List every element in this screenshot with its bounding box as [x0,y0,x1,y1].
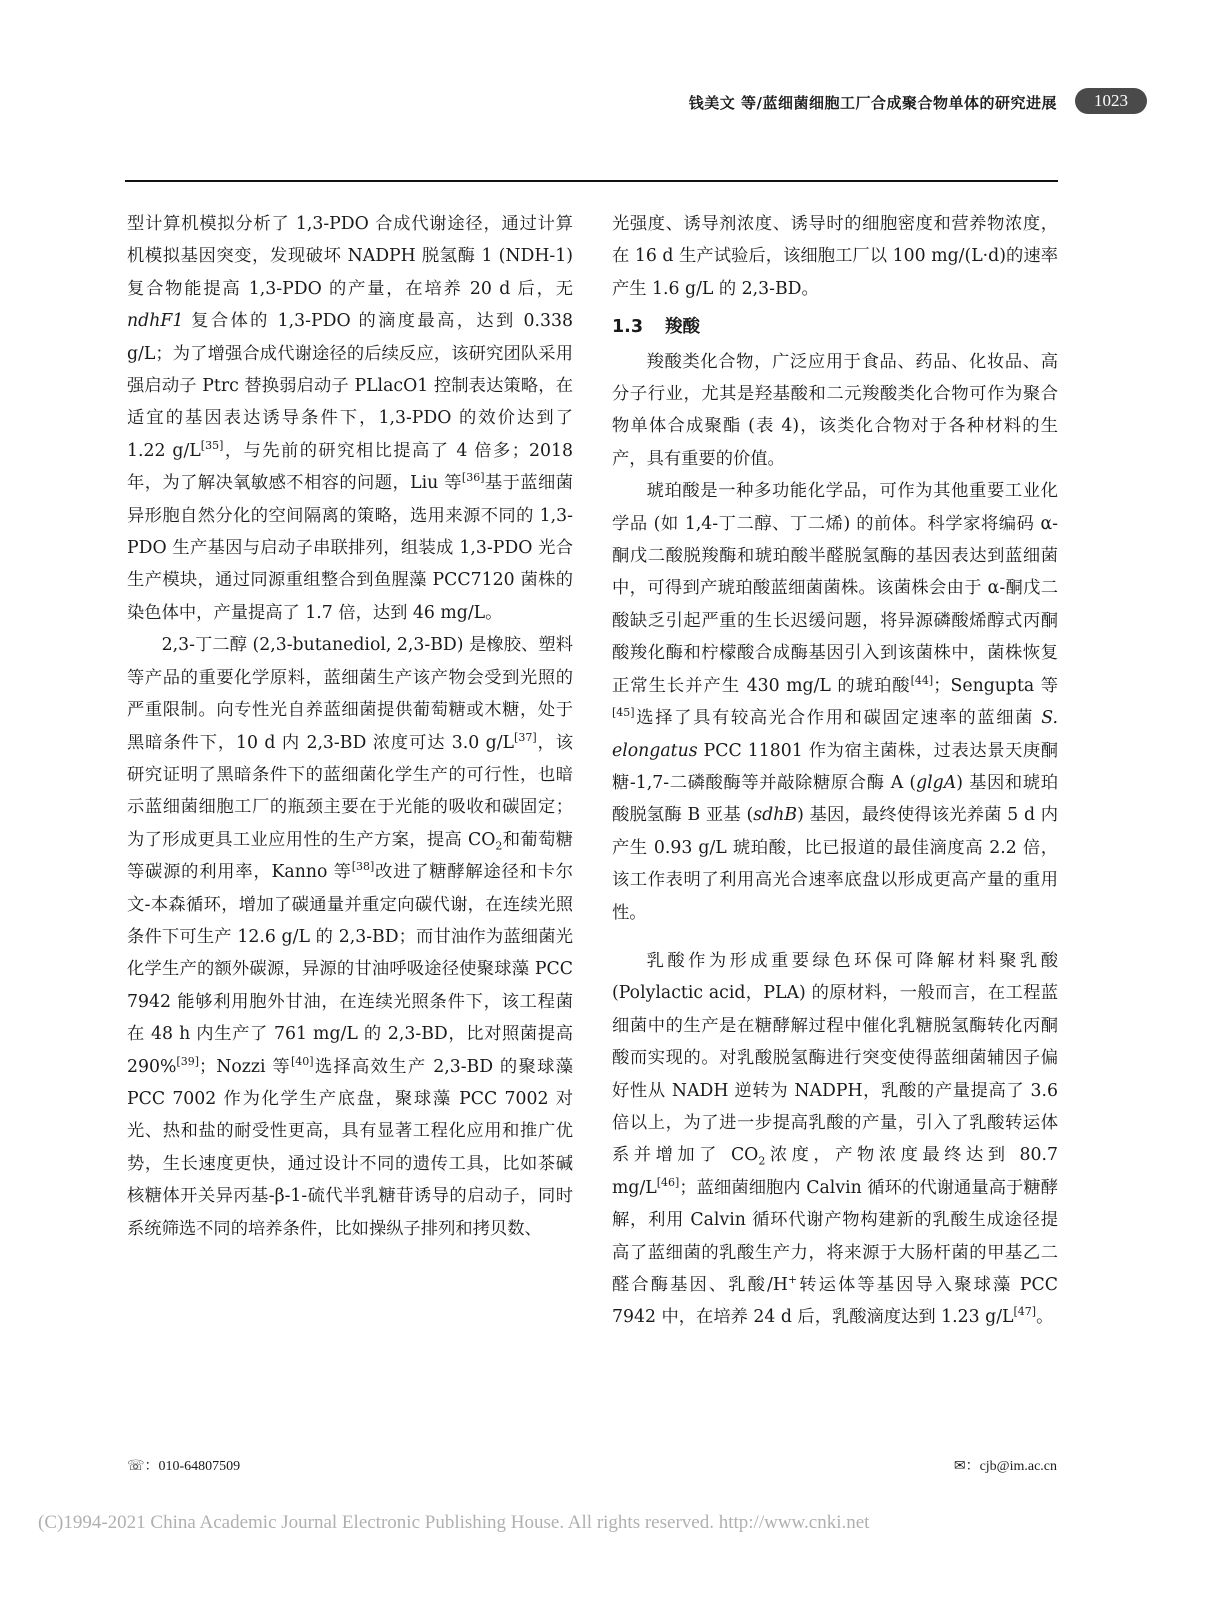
citation[interactable]: [45] [612,706,635,720]
paragraph-23bd: 2,3-丁二醇 (2,3-butanediol, 2,3-BD) 是橡胶、塑料等产品的重要化学原料，蓝细菌生产该产物会受到光照的严重限制。向专性光自养蓝细菌提供葡萄糖或木糖，处于黑暗条件下，10 d 内 2,3-BD 浓度可达 3.0 g/L[37]，该研究证明了黑暗条件下的蓝细菌化学生产的可行性，也暗示蓝细菌细胞工厂的瓶颈主要在于光能的吸收和碳固定；为了形成更具工业应用性的生产方案，提高 $CO_2$和葡萄糖等碳源的利用率，Kanno 等[38]改进了糖酵解途径和卡尔文-本森循环，增加了碳通量并重定向碳代谢，在连续光照条件下可生产 12.6 g/L 的 2,3-BD；而甘油作为蓝细菌光化学生产的额外碳源，异源的甘油呼吸途径使聚球藻 PCC 7942 能够利用胞外甘油，在连续光照条件下，该工程菌在 48 h 内生产了 761 mg/L 的 2,3-BD，比对照菌提高 290%[39]；Nozzi 等[40]选择高效生产 2,3-BD 的聚球藻 PCC 7002 作为化学生产底盘，聚球藻 PCC 7002 对光、热和盐的耐受性更高，具有显著工程化应用和推广优势，生长速度更快，通过设计不同的遗传工具，比如茶碱核糖体开关异丙基-β-1-硫代半乳糖苷诱导的启动子，同时系统筛选不同的培养条件，比如操纵子排列和拷贝数、 [127,635,573,1239]
citation[interactable]: [37] [514,730,537,744]
citation[interactable]: [39] [176,1054,199,1068]
citation[interactable]: [46] [656,1176,680,1190]
citation[interactable]: [36] [461,471,485,485]
header-rule [125,180,1058,182]
right-column [612,208,1058,1334]
page-number-badge: 1023 [1075,88,1147,114]
copyright-watermark: (C)1994-2021 China Academic Journal Electronic Publishing House. All rights reserved. http://www.cnki.net [38,1512,870,1533]
paragraph-lactic-acid: 乳酸作为形成重要绿色环保可降解材料聚乳酸 (Polylactic acid，PLA) 的原材料，一般而言，在工程蓝细菌中的生产是在糖酵解过程中催化乳糖脱氢酶转化丙酮酸而实现的。对乳酸脱氢酶进行突变使得蓝细菌辅因子偏好性从 NADH 逆转为 NADPH，乳酸的产量提高了 3.6 倍以上，为了进一步提高乳酸的产量，引入了乳酸转运体系并增加了 $CO_2$浓度，产物浓度最终达到 80.7 mg/L[46]；蓝细菌细胞内 Calvin 循环的代谢通量高于糖酵解，利用 Calvin 循环代谢产物构建新的乳酸生成途径提高了蓝细菌的乳酸生产力，将来源于大肠杆菌的甲基乙二醛合酶基因、乳酸/H+转运体等基因导入聚球藻 PCC 7942 中，在培养 24 d 后，乳酸滴度达到 1.23 g/L[47]。 [612,950,1058,1328]
citation[interactable]: [47] [1013,1305,1037,1319]
citation[interactable]: [35] [200,439,224,453]
envelope-icon: ✉ [953,1459,966,1474]
citation[interactable]: [38] [351,860,375,874]
section-heading-carboxylic-acid: 1.3 羧酸 [612,317,701,338]
paragraph-13pdo: 型计算机模拟分析了 1,3-PDO 合成代谢途径，通过计算机模拟基因突变，发现破坏 NADPH 脱氢酶 1 (NDH-1) 复合物能提高 1,3-PDO 的产量，在培养 20 d 后，无 ndhF1 复合体的 1,3-PDO 的滴度最高，达到 0.338 g/L；为了增强合成代谢途径的后续反应，该研究团队采用强启动子 Ptrc 替换弱启动子 PLlacO1 控制表达策略，在适宜的基因表达诱导条件下，1,3-PDO 的效价达到了 1.22 g/L[35]，与先前的研究相比提高了 4 倍多；2018 年，为了解决氧敏感不相容的问题，Liu 等[36]基于蓝细菌异形胞自然分化的空间隔离的策略，选用来源不同的 1,3-PDO 生产基因与启动子串联排列，组装成 1,3-PDO 光合生产模块，通过同源重组整合到鱼腥藻 PCC7120 菌株的染色体中，产量提高了 1.7 倍，达到 46 mg/L。 [127,214,573,623]
citation[interactable]: [44] [910,673,934,687]
footer-email: ✉：cjb@im.ac.cn [953,1459,1057,1474]
running-header-title: 钱美文 等/蓝细菌细胞工厂合成聚合物单体的研究进展 [688,94,1057,112]
paragraph-23bd-continued: 光强度、诱导剂浓度、诱导时的细胞密度和营养物浓度，在 16 d 生产试验后，该细胞工厂以 100 mg/(L·d)的速率产生 1.6 g/L 的 2,3-BD。 [612,214,1058,299]
paragraph-succinic-acid: 琥珀酸是一种多功能化学品，可作为其他重要工业化学品 (如 1,4-丁二醇、丁二烯) 的前体。科学家将编码 α-酮戊二酸脱羧酶和琥珀酸半醛脱氢酶的基因表达到蓝细菌中，可得到产琥珀酸蓝细菌菌株。该菌株会由于 α-酮戊二酸缺乏引起严重的生长迟缓问题，将异源磷酸烯醇式丙酮酸羧化酶和柠檬酸合成酶基因引入到该菌株中，菌株恢复正常生长并产生 430 mg/L 的琥珀酸[44]；Sengupta 等[45]选择了具有较高光合作用和碳固定速率的蓝细菌 S. elongatus PCC 11801 作为宿主菌株，过表达景天庚酮糖-1,7-二磷酸酶等并敲除糖原合酶 A (glgA) 基因和琥珀酸脱氢酶 B 亚基 (sdhB) 基因，最终使得该光养菌 5 d 内产生 0.93 g/L 琥珀酸，比已报道的最佳滴度高 2.2 倍，该工作表明了利用高光合速率底盘以形成更高产量的重用性。 [612,481,1059,923]
left-column [127,208,573,1245]
footer-phone: ☏：010-64807509 [127,1459,241,1474]
paragraph-carboxylic-acid-intro: 羧酸类化合物，广泛应用于食品、药品、化妆品、高分子行业，尤其是羟基酸和二元羧酸类化合物可作为聚合物单体合成聚酯 (表 4)，该类化合物对于各种材料的生产，具有重要的价值。 [612,351,1058,469]
phone-icon: ☏ [127,1459,145,1474]
citation[interactable]: [40] [290,1054,314,1068]
